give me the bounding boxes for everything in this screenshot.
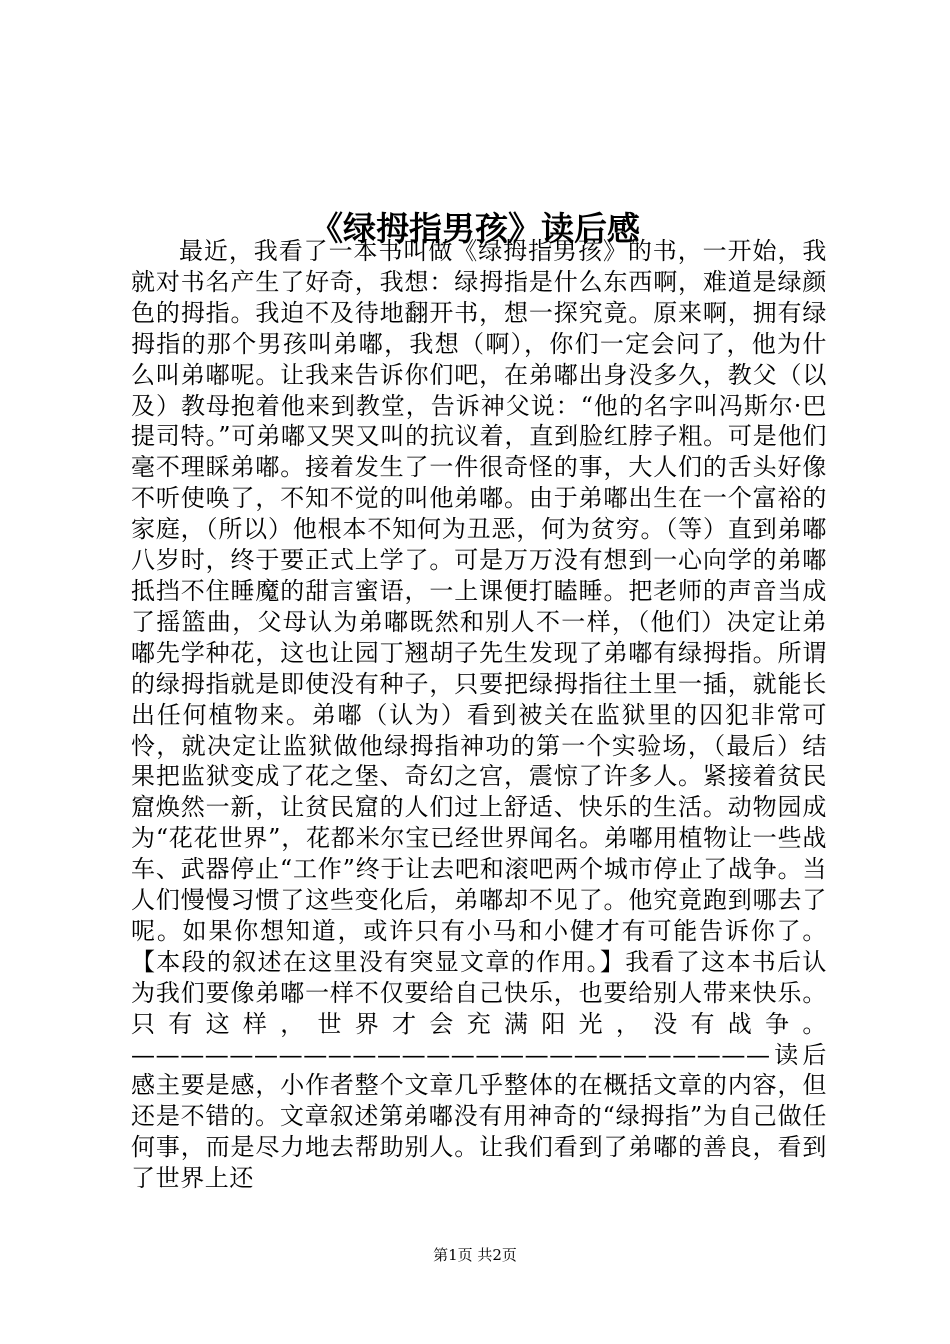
page-number-footer: 第1页 共2页 <box>433 1246 517 1264</box>
document-body-paragraph: 最近，我看了一本书叫做《绿拇指男孩》的书，一开始，我就对书名产生了好奇，我想：绿拇指是什么东西啊，难道是绿颜色的拇指。我迫不及待地翻开书，想一探究竟。原来啊，拥有绿拇指的那个男孩叫弟嘟，我想（啊），你们一定会问了，他为什么叫弟嘟呢。让我来告诉你们吧，在弟嘟出身没多久，教父（以及）教母抱着他来到教堂，告诉神父说：“他的名字叫冯斯尔·巴提司特。”可弟嘟又哭又叫的抗议着，直到脸红脖子粗。可是他们毫不理睬弟嘟。接着发生了一件很奇怪的事，大人们的舌头好像不听使唤了，不知不觉的叫他弟嘟。由于弟嘟出生在一个富裕的家庭，（所以）他根本不知何为丑恶，何为贫穷。（等）直到弟嘟八岁时，终于要正式上学了。可是万万没有想到一心向学的弟嘟抵挡不住睡魔的甜言蜜语，一上课便打瞌睡。把老师的声音当成了摇篮曲，父母认为弟嘟既然和别人不一样，（他们）决定让弟嘟先学种花，这也让园丁翘胡子先生发现了弟嘟有绿拇指。所谓的绿拇指就是即使没有种子，只要把绿拇指往土里一插，就能长出任何植物来。弟嘟（认为）看到被关在监狱里的囚犯非常可怜，就决定让监狱做他绿拇指神功的第一个实验场，（最后）结果把监狱变成了花之堡、奇幻之宫，震惊了许多人。紧接着贫民窟焕然一新，让贫民窟的人们过上舒适、快乐的生活。动物园成为“花花世界”，花都米尔宝已经世界闻名。弟嘟用植物让一些战车、武器停止“工作”终于让去吧和滚吧两个城市停止了战争。当人们慢慢习惯了这些变化后，弟嘟却不见了。他究竟跑到哪去了呢。如果你想知道，或许只有小马和小健才有可能告诉你了。【本段的叙述在这里没有突显文章的作用。】我看了这本书后认为我们要像弟嘟一样不仅要给自己快乐，也要给别人带来快乐。只有这样，世界才会充满阳光，没有战争。——————————————————————————读后感主要是感，小作者整个文章几乎整体的在概括文章的内容，但还是不错的。文章叙述第弟嘟没有用神奇的“绿拇指”为自己做任何事，而是尽力地去帮助别人。让我们看到了弟嘟的善良，看到了世界上还 <box>131 237 827 1193</box>
document-title: 《绿拇指男孩》读后感 <box>310 209 640 249</box>
